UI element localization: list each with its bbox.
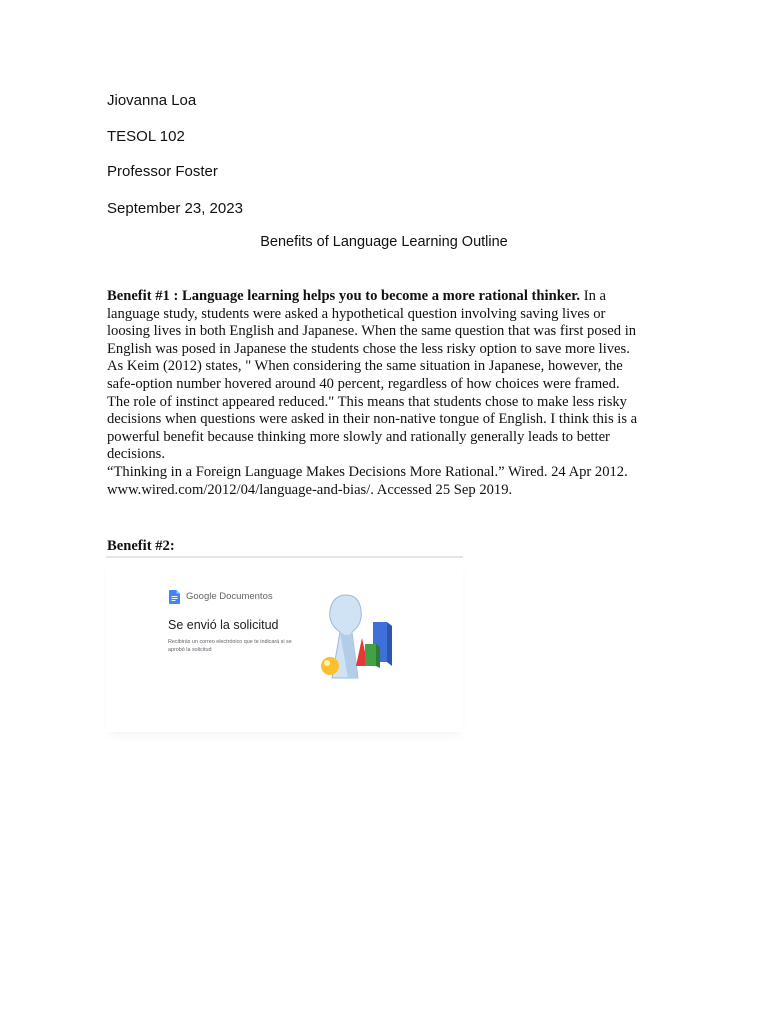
benefit-1-text-line: The role of instinct appeared reduced." This means that students chose to make less risky bbox=[107, 393, 627, 410]
benefit-1-text-line: As Keim (2012) states, " When considering the same situation in Japanese, however, the bbox=[107, 358, 623, 375]
benefit-1-paragraph bbox=[107, 288, 667, 499]
green-block bbox=[365, 644, 376, 666]
benefit-1-heading: Benefit #1 : Language learning helps you to become a more rational thinker. bbox=[107, 288, 581, 304]
professor-name: Professor Foster bbox=[107, 163, 218, 180]
benefit-1-text-line: decisions. bbox=[107, 446, 165, 463]
document-date: September 23, 2023 bbox=[107, 200, 243, 217]
request-sent-description-line: Recibirás un correo electrónico que te indicará si se bbox=[168, 639, 292, 645]
citation-url-line: www.wired.com/2012/04/language-and-bias/. Accessed 25 Sep 2019. bbox=[107, 481, 513, 498]
request-sent-description-line: aprobó la solicitud bbox=[168, 647, 212, 653]
benefit-1-first-line bbox=[107, 288, 667, 306]
google-docs-icon bbox=[169, 590, 180, 604]
embedded-screenshot-border bbox=[106, 556, 463, 558]
benefit-2-heading: Benefit #2: bbox=[107, 538, 175, 554]
course-name: TESOL 102 bbox=[107, 128, 185, 145]
author-name: Jiovanna Loa bbox=[107, 92, 197, 109]
benefit-1-text-line: safe-option number hovered around 40 percent, regardless of how choices were framed. bbox=[107, 375, 620, 392]
document-title-row bbox=[0, 234, 768, 250]
keyhole-and-blocks-illustration bbox=[318, 592, 413, 682]
citation-line: “Thinking in a Foreign Language Makes Decisions More Rational.” Wired. 24 Apr 2012. bbox=[107, 463, 628, 480]
benefit-1-text-line: English was posed in Japanese the students chose the less risky option to save more lives. bbox=[107, 340, 630, 357]
benefit-1-text-line: powerful benefit because thinking more slowly and rationally generally leads to better bbox=[107, 428, 610, 445]
document-title: Benefits of Language Learning Outline bbox=[260, 234, 508, 250]
benefit-1-text-line: loosing lives in both English and Japanese. When the same question that was first posed in bbox=[107, 323, 637, 340]
request-sent-description bbox=[168, 638, 318, 654]
yellow-ball bbox=[321, 657, 339, 675]
benefit-1-text-line: In a bbox=[580, 288, 607, 304]
green-block-side bbox=[376, 644, 380, 668]
benefit-1-text-line: decisions when questions were asked in their non-native tongue of English. I think this is a bbox=[107, 411, 638, 428]
yellow-ball-highlight bbox=[324, 660, 330, 666]
google-docs-brand: Google Documentos bbox=[186, 591, 273, 602]
embedded-screenshot bbox=[106, 556, 463, 732]
request-sent-heading: Se envió la solicitud bbox=[168, 618, 279, 632]
blue-block-side bbox=[387, 622, 392, 666]
benefit-1-text-line: language study, students were asked a hypothetical question involving saving lives or bbox=[107, 305, 606, 322]
